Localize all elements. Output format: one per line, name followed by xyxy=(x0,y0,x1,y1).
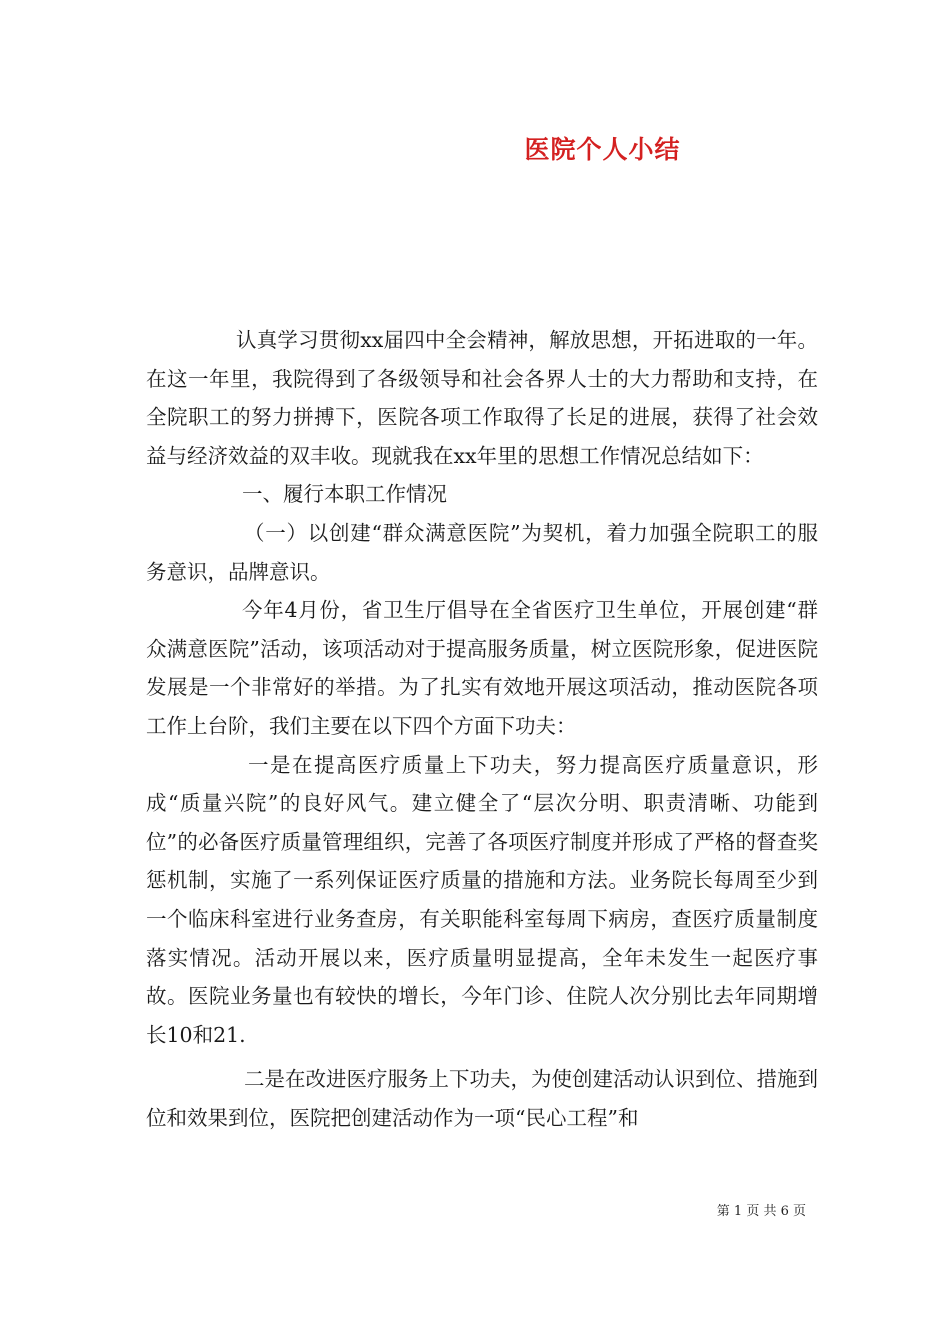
document-title: 医院个人小结 xyxy=(524,135,681,164)
document-body xyxy=(146,321,818,1137)
paragraph-intro: 认真学习贯彻xx届四中全会精神，解放思想，开拓进取的一年。在这一年里，我院得到了各级领导和社会各界人士的大力帮助和支持，在全院职工的努力拼搏下，医院各项工作取得了长足的进展，获得了社会效益与经济效益的双丰收。现就我在xx年里的思想工作情况总结如下： xyxy=(146,328,818,468)
paragraph-point-one: 一是在提高医疗质量上下功夫，努力提高医疗质量意识，形成“质量兴院”的良好风气。建立健全了“层次分明、职责清晰、功能到位”的必备医疗质量管理组织，完善了各项医疗制度并形成了严格的督查奖惩机制，实施了一系列保证医疗质量的措施和方法。业务院长每周至少到一个临床科室进行业务查房，有关职能科室每周下病房，查医疗质量制度落实情况。活动开展以来，医疗质量明显提高，全年未发生一起医疗事故。医院业务量也有较快的增长，今年门诊、住院人次分别比去年同期增长10和21. xyxy=(146,752,818,1047)
paragraph-activity: 今年4月份，省卫生厅倡导在全省医疗卫生单位，开展创建“群众满意医院”活动，该项活动对于提高服务质量，树立医院形象，促进医院发展是一个非常好的举措。为了扎实有效地开展这项活动，推动医院各项工作上台阶，我们主要在以下四个方面下功夫： xyxy=(146,598,818,738)
section-heading: 一、履行本职工作情况 xyxy=(242,482,447,507)
page-number: 第 1 页 共 6 页 xyxy=(716,1204,806,1219)
subsection-heading: （一）以创建“群众满意医院”为契机，着力加强全院职工的服务意识，品牌意识。 xyxy=(146,520,818,584)
paragraph-point-two: 二是在改进医疗服务上下功夫，为使创建活动认识到位、措施到位和效果到位，医院把创建活动作为一项“民心工程”和 xyxy=(146,1067,818,1130)
